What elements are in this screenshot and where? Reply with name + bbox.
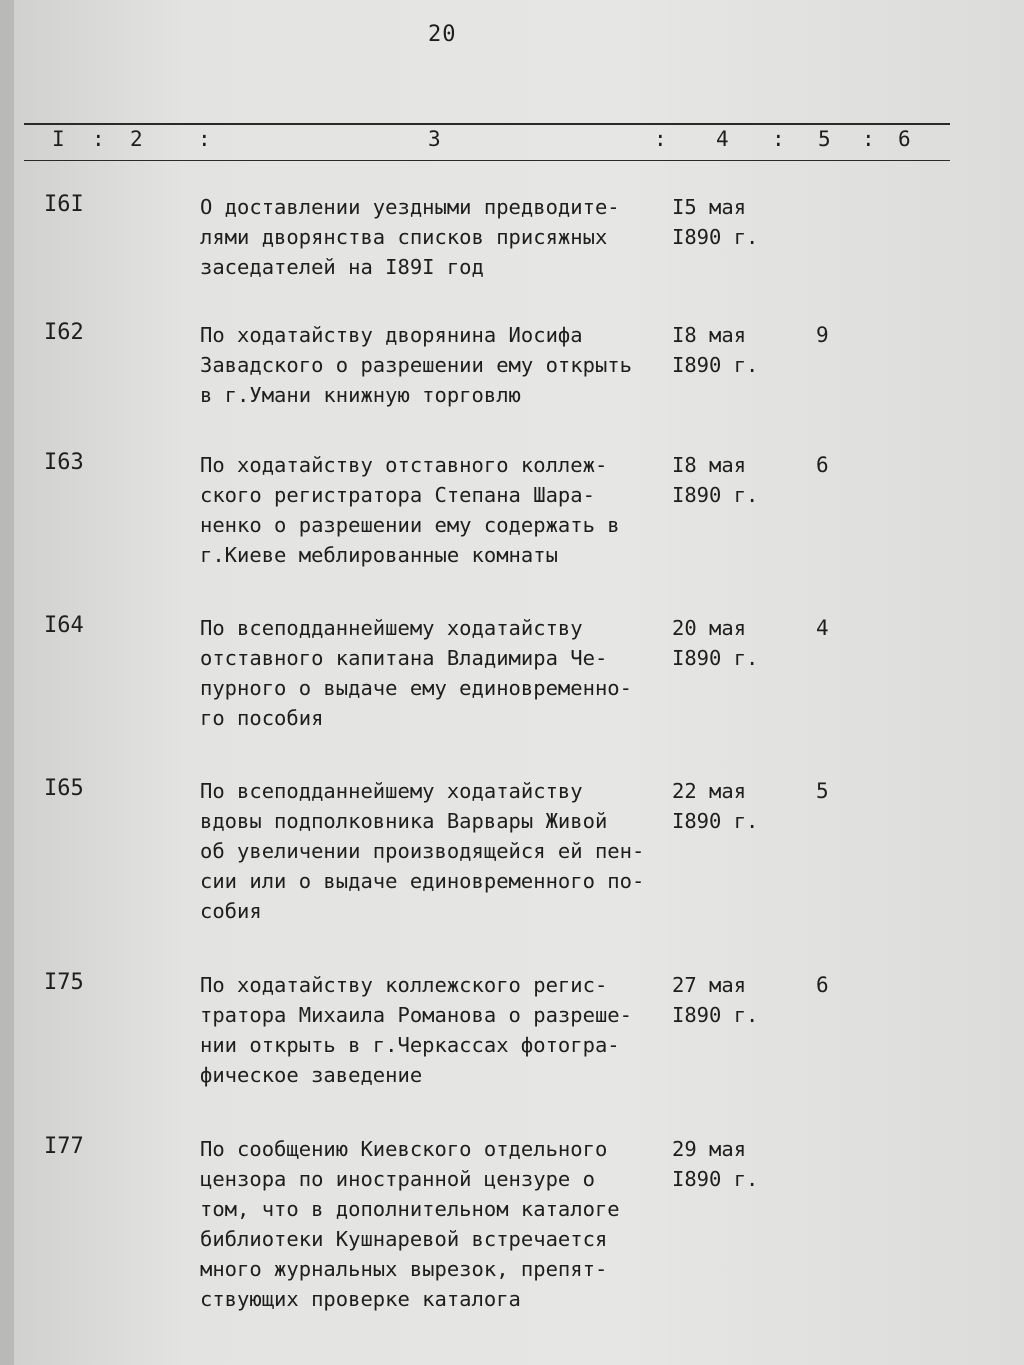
column-header-4: 4 (716, 127, 729, 151)
entry-sheets: 4 (816, 616, 829, 640)
entry-sheets: 6 (816, 973, 829, 997)
entry-number: I6I (44, 192, 84, 217)
entry-description: По ходатайству отставного коллеж- ского регистратора Степана Шара- ненко о разрешении ему содержать в г.Киеве меблированные комнаты (200, 453, 620, 567)
column-header-6: 6 (898, 127, 911, 151)
entry-sheets: 6 (816, 453, 829, 477)
column-header-5: 5 (818, 127, 831, 151)
column-header-2: 2 (130, 127, 143, 151)
entry-description: По всеподданнейшему ходатайству отставного капитана Владимира Че- пурного о выдаче ему единовременно- го пособия (200, 616, 632, 730)
entry-number: I75 (44, 970, 84, 995)
entry-description: По сообщению Киевского отдельного цензора по иностранной цензуре о том, что в дополнительном каталоге библиотеки Кушнаревой встречается много журнальных вырезок, препят- ствующих проверке каталога (200, 1137, 620, 1311)
header-bottom-rule (24, 160, 950, 161)
entry-description: По ходатайству дворянина Иосифа Завадского о разрешении ему открыть в г.Умани книжную торговлю (200, 323, 632, 407)
entry-date: 29 мая I890 г. (672, 1137, 759, 1191)
entry-date: I8 мая I890 г. (672, 453, 759, 507)
column-separator: : (92, 127, 105, 151)
binding-edge (0, 0, 14, 1365)
entry-sheets: 5 (816, 779, 829, 803)
entry-date: I5 мая I890 г. (672, 195, 759, 249)
entry-date: I8 мая I890 г. (672, 323, 759, 377)
entry-date: 27 мая I890 г. (672, 973, 759, 1027)
entry-description: По ходатайству коллежского регис- тратора Михаила Романова о разреше- нии открыть в г.Черкассах фотогра- фическое заведение (200, 973, 632, 1087)
entry-description: О доставлении уездными предводите- лями дворянства списков присяжных заседателей на I89I год (200, 195, 620, 279)
entry-date: 20 мая I890 г. (672, 616, 759, 670)
column-header-1: I (52, 127, 65, 151)
column-header-3: 3 (428, 127, 441, 151)
entry-number: I62 (44, 320, 84, 345)
entry-number: I65 (44, 776, 84, 801)
entry-description: По всеподданнейшему ходатайству вдовы подполковника Варвары Живой об увеличении производящейся ей пен- сии или о выдаче единовременного по- собия (200, 779, 645, 923)
column-separator: : (862, 127, 875, 151)
column-separator: : (654, 127, 667, 151)
page-number: 20 (428, 22, 457, 47)
column-separator: : (772, 127, 785, 151)
entry-number: I63 (44, 450, 84, 475)
entry-number: I77 (44, 1134, 84, 1159)
header-top-rule (24, 123, 950, 125)
entry-sheets: 9 (816, 323, 829, 347)
entry-number: I64 (44, 613, 84, 638)
entry-date: 22 мая I890 г. (672, 779, 759, 833)
column-separator: : (198, 127, 211, 151)
